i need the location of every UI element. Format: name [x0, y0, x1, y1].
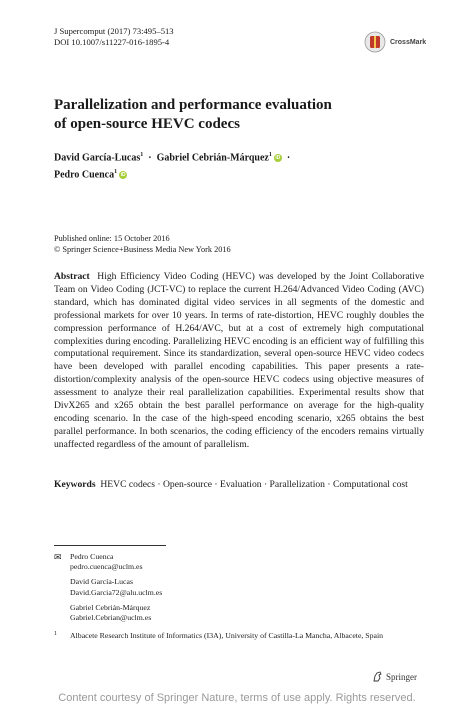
affiliation-number: 1	[54, 631, 57, 637]
journal-info	[54, 26, 174, 48]
contact-email[interactable]: pedro.cuenca@uclm.es	[70, 562, 143, 572]
author-affiliation-mark: 1	[140, 152, 144, 158]
springer-horse-icon	[372, 671, 383, 682]
contact-entry	[70, 603, 162, 623]
crossmark-label: CrossMark	[390, 38, 427, 46]
publisher-name: Springer	[386, 671, 417, 682]
keywords-section	[54, 479, 424, 492]
springer-logo	[372, 671, 417, 682]
contact-entry	[54, 552, 162, 572]
author-name: Pedro Cuenca	[54, 169, 115, 181]
crossmark-badge[interactable]	[364, 31, 426, 53]
contact-email[interactable]: Gabriel.Cebrian@uclm.es	[70, 613, 152, 623]
abstract-text: High Efficiency Video Coding (HEVC) was developed by the Joint Collaborative Team on Video Coding (JCT-VC) to replace the current H.264/Advanced Video Coding (AVC) standard, which has dominated digital video services in all segments of the domestic and professional markets for over 10 years. In terms of rate-distortion, HEVC roughly doubles the compression performance of H.264/AVC, but at a cost of extremely high computational complexities during encoding. Parallelizing HEVC encoding is an efficient way of fulfilling this computational requirement. Since its standardization, several open-source HEVC video codecs have been developed with parallel encoding capabilities. This paper presents a rate-distortion/complexity analysis of the open-source HEVC codecs using objective measures of assessment to analyze their real parallelization capabilities. Experimental results show that DivX265 and x265 obtain the best parallel performance on average for the high-quality encoding scenario. In the case of the high-speed encoding scenario, x265 obtains the best parallel performance. In both scenarios, the coding efficiency of the encoders remains virtually unaffected regardless of the amount of parallelism.	[54, 271, 425, 450]
orcid-icon[interactable]: iD	[275, 155, 281, 162]
abstract-section	[54, 271, 424, 452]
author-separator: ·	[286, 152, 291, 164]
contact-email[interactable]: David.Garcia72@alu.uclm.es	[70, 587, 163, 597]
contact-name: Pedro Cuenca	[70, 552, 114, 561]
abstract-label: Abstract	[54, 271, 90, 282]
doi[interactable]: DOI 10.1007/s11227-016-1895-4	[54, 37, 170, 47]
orcid-icon[interactable]: iD	[120, 172, 126, 179]
contact-name: Gabriel Cebrián-Márquez	[70, 602, 151, 612]
crossmark-icon	[364, 31, 386, 53]
author-separator: ·	[148, 152, 152, 164]
title-line-1: Parallelization and performance evaluation	[54, 97, 332, 113]
contact-list	[54, 552, 162, 628]
author-name: Gabriel Cebrián-Márquez	[156, 152, 269, 164]
keywords-label: Keywords	[54, 479, 96, 490]
journal-citation: J Supercomput (2017) 73:495–513	[54, 26, 174, 36]
contact-entry	[70, 577, 162, 597]
author-affiliation-mark: 1	[114, 169, 118, 176]
contact-name: David García-Lucas	[70, 577, 133, 587]
title-line-2: of open-source HEVC codecs	[54, 116, 240, 132]
envelope-icon: ✉	[54, 552, 62, 562]
publication-info	[54, 233, 231, 255]
affiliation	[54, 631, 424, 641]
copyright: © Springer Science+Business Media New York 2016	[54, 245, 231, 254]
author-name: David García-Lucas	[54, 152, 141, 164]
published-date: Published online: 15 October 2016	[54, 234, 170, 243]
footnote-divider	[54, 545, 166, 546]
keywords-text: HEVC codecs · Open-source · Evaluation · Parallelization · Computational cost	[100, 479, 408, 490]
author-affiliation-mark: 1	[268, 152, 272, 158]
author-list	[54, 148, 354, 183]
courtesy-footer: Content courtesy of Springer Nature, terms of use apply. Rights reserved.	[58, 692, 416, 704]
paper-title	[54, 96, 394, 134]
affiliation-text: Albacete Research Institute of Informatics (I3A), University of Castilla-La Mancha, Albacete, Spain	[70, 631, 384, 640]
